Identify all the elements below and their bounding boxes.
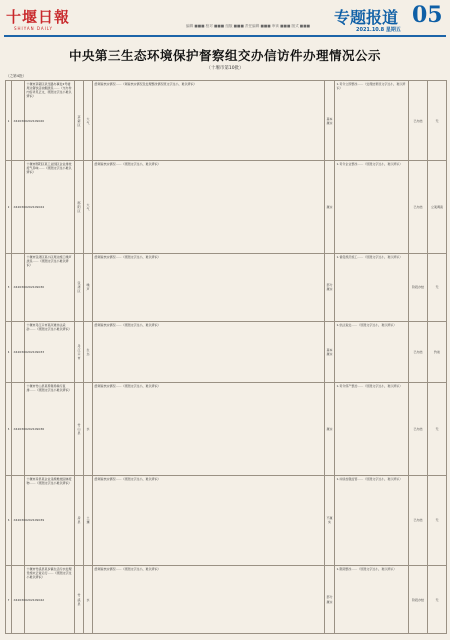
complaint-content: 十堰市郧阳区某工业园区企业排放废气异味……（原图文字过小难以辨识） [26, 162, 72, 175]
pollution-type: 大气 [86, 203, 90, 212]
issue-date: 2021.10.8 星期五 [356, 27, 401, 33]
region: 丹江口市 [77, 343, 81, 360]
region-cell [75, 321, 84, 382]
accountability-cell [428, 475, 447, 565]
complaint-content: 十堰市房县某企业违规堆放固体废物……（原图文字过小难以辨识） [26, 476, 72, 485]
row-number: 2 [7, 205, 10, 210]
region: 茅箭区 [77, 114, 81, 127]
verdict: 部分属实 [326, 283, 333, 292]
petition-code-cell [12, 81, 45, 161]
verdict: 部分属实 [326, 595, 333, 604]
petition-code: X420300202109042 [13, 597, 45, 602]
region: 郧阳区 [77, 201, 81, 214]
region-cell [75, 254, 84, 322]
table-row [6, 81, 447, 161]
handling-result-cell [335, 81, 409, 161]
accountability-cell [428, 81, 447, 161]
handling-result-cell [335, 475, 409, 565]
pollution-type-cell [84, 566, 93, 634]
pollution-type-cell [84, 81, 93, 161]
handling-result-cell [335, 382, 409, 475]
verdict: 属实 [326, 426, 333, 431]
completion-status-cell [409, 321, 428, 382]
page-subheadline: （十堰市第10批） [206, 66, 244, 71]
verdict-cell [325, 254, 335, 322]
pollution-type: 水 [86, 426, 90, 431]
pollution-type-cell [84, 382, 93, 475]
investigation-detail-cell [93, 475, 325, 565]
accountability-cell [428, 161, 447, 254]
accountability: 约谈 [433, 349, 440, 354]
handling-result: 1.依法查处……（原图文字过小，难以辨识） [336, 322, 397, 327]
complaint-content: 十堰市竹山县某养殖场粪污直排……（原图文字过小难以辨识） [26, 383, 72, 392]
handling-result: 1.持续加强监管……（原图文字过小，难以辨识） [336, 476, 403, 481]
region-cell [75, 566, 84, 634]
investigation-detail: 经调查核实情况……（原图文字过小，难以辨识） [94, 162, 161, 167]
verdict: 不属实 [326, 516, 333, 525]
row-number: 1 [7, 118, 10, 123]
verdict: 基本属实 [326, 347, 333, 356]
accountability: 无 [435, 597, 439, 602]
completion-status: 已办结 [413, 205, 423, 210]
region: 竹溪县 [77, 593, 81, 606]
accountability-cell [428, 254, 447, 322]
row-number: 6 [7, 518, 10, 523]
investigation-detail: 经调查核实情况……（调查核实情况及处理整改情况原文字过小，难以辨识） [94, 82, 197, 86]
row-number: 3 [7, 285, 10, 290]
handling-result: 1.督促规范施工……（原图文字过小，难以辨识） [336, 255, 403, 259]
region: 张湾区 [77, 281, 81, 294]
accountability-cell [428, 321, 447, 382]
investigation-detail: 经调查核实情况……（原图文字过小，难以辨识） [94, 383, 161, 388]
complaint-content: 十堰市张湾区某小区周边施工噪声扰民……（原图文字过小难以辨识） [26, 255, 72, 268]
completion-status-cell [409, 254, 428, 322]
pollution-type: 大气 [86, 116, 90, 125]
completion-status: 阶段办结 [411, 285, 424, 290]
investigation-detail-cell [93, 382, 325, 475]
handling-result: 1.责令立即整改……（处理结果原文字过小，难以辨识） [336, 82, 406, 91]
verdict-cell [325, 161, 335, 254]
petition-code-cell [12, 382, 45, 475]
region-cell [75, 161, 84, 254]
completion-status: 已办结 [413, 426, 423, 431]
completion-status-cell [409, 382, 428, 475]
accountability: 无 [435, 518, 439, 523]
pollution-type: 土壤 [86, 516, 90, 525]
region-cell [75, 382, 84, 475]
verdict-cell [325, 81, 335, 161]
newspaper-logo-english: SHIYAN DAILY [14, 26, 53, 31]
pollution-type-cell [84, 321, 93, 382]
petition-code-cell [12, 161, 45, 254]
masthead [0, 0, 450, 34]
pollution-type: 水 [86, 597, 90, 602]
petition-code: X420300202109033 [13, 349, 45, 354]
pollution-type-cell [84, 161, 93, 254]
petition-code: X420300202109036 [13, 426, 45, 431]
table-row [6, 321, 447, 382]
verdict: 属实 [326, 205, 333, 210]
verdict-cell [325, 321, 335, 382]
region-cell [75, 475, 84, 565]
handling-result-cell [335, 254, 409, 322]
handling-result-cell [335, 566, 409, 634]
pollution-type-cell [84, 475, 93, 565]
petition-code-cell [12, 321, 45, 382]
petition-code: X420300202109024 [13, 205, 45, 210]
accountability: 立案调查 [430, 205, 443, 210]
pollution-type: 噪声 [86, 283, 90, 292]
petition-table [5, 80, 447, 634]
section-title: 专题报道 [334, 8, 399, 27]
investigation-detail-cell [93, 566, 325, 634]
investigation-detail: 经调查核实情况……（原图文字过小，难以辨识） [94, 322, 161, 327]
petition-code: X420300202109030 [13, 285, 45, 290]
investigation-detail-cell [93, 254, 325, 322]
row-number: 5 [7, 426, 10, 431]
handling-result: 1.责令停产整治……（原图文字过小，难以辨识） [336, 383, 403, 388]
newspaper-logo: 十堰日報 [6, 8, 71, 26]
table-row [6, 382, 447, 475]
verdict-cell [325, 475, 335, 565]
completion-status-cell [409, 475, 428, 565]
completion-status: 阶段办结 [411, 597, 424, 602]
row-number: 4 [7, 349, 10, 354]
handling-result-cell [335, 321, 409, 382]
region-cell [75, 81, 84, 161]
completion-status-cell [409, 566, 428, 634]
batch-label: （之第4批） [6, 74, 27, 78]
completion-status-cell [409, 161, 428, 254]
handling-result: 1.限期整改……（原图文字过小，难以辨识） [336, 567, 397, 572]
table-row [6, 254, 447, 322]
petition-code-cell [12, 566, 45, 634]
table-row [6, 475, 447, 565]
investigation-detail-cell [93, 81, 325, 161]
completion-status-cell [409, 81, 428, 161]
accountability-cell [428, 566, 447, 634]
verdict-cell [325, 382, 335, 475]
pollution-type: 生态 [86, 347, 90, 356]
handling-result: 1.责令企业整改……（原图文字过小，难以辨识） [336, 162, 403, 167]
verdict: 基本属实 [326, 116, 333, 125]
editor-credits: 编辑 ■■■ 校对 ■■■ 组版 ■■■ 责任编辑 ■■■ 审读 ■■■ 版式 ■■■ [186, 24, 310, 28]
header-divider [4, 35, 446, 37]
pollution-type-cell [84, 254, 93, 322]
investigation-detail: 经调查核实情况……（原图文字过小，难以辨识） [94, 567, 161, 572]
accountability: 无 [435, 285, 439, 290]
region: 竹山县 [77, 422, 81, 435]
investigation-detail-cell [93, 321, 325, 382]
handling-result-cell [335, 161, 409, 254]
row-number: 7 [7, 597, 10, 602]
completion-status: 已办结 [413, 349, 423, 354]
complaint-content: 十堰市茅箭区武当路办事处2号楼周边餐饮店油烟扰民……（交办件内容详见正文，原图文字过小难以辨识） [26, 82, 72, 99]
accountability-cell [428, 382, 447, 475]
table-row [6, 566, 447, 634]
investigation-detail-cell [93, 161, 325, 254]
completion-status: 已办结 [413, 518, 423, 523]
page-headline: 中央第三生态环境保护督察组交办信访件办理情况公示 [68, 48, 381, 63]
region: 房县 [77, 516, 81, 525]
verdict-cell [325, 566, 335, 634]
petition-code: X420300202109020 [13, 118, 45, 123]
complaint-content: 十堰市丹江口市某河道非法采砂……（原图文字过小难以辨识） [26, 322, 72, 331]
accountability: 无 [435, 426, 439, 431]
petition-code-cell [12, 254, 45, 322]
completion-status: 已办结 [413, 118, 423, 123]
complaint-content: 十堰市竹溪县某乡镇生活污水处理设施未正常运行……（原图文字过小难以辨识） [26, 567, 72, 580]
investigation-detail: 经调查核实情况……（原图文字过小，难以辨识） [94, 255, 161, 259]
accountability: 无 [435, 118, 439, 123]
petition-code-cell [12, 475, 45, 565]
petition-code: X420300202109039 [13, 518, 45, 523]
table-row [6, 161, 447, 254]
investigation-detail: 经调查核实情况……（原图文字过小，难以辨识） [94, 476, 161, 481]
page-number: 05 [412, 2, 443, 28]
